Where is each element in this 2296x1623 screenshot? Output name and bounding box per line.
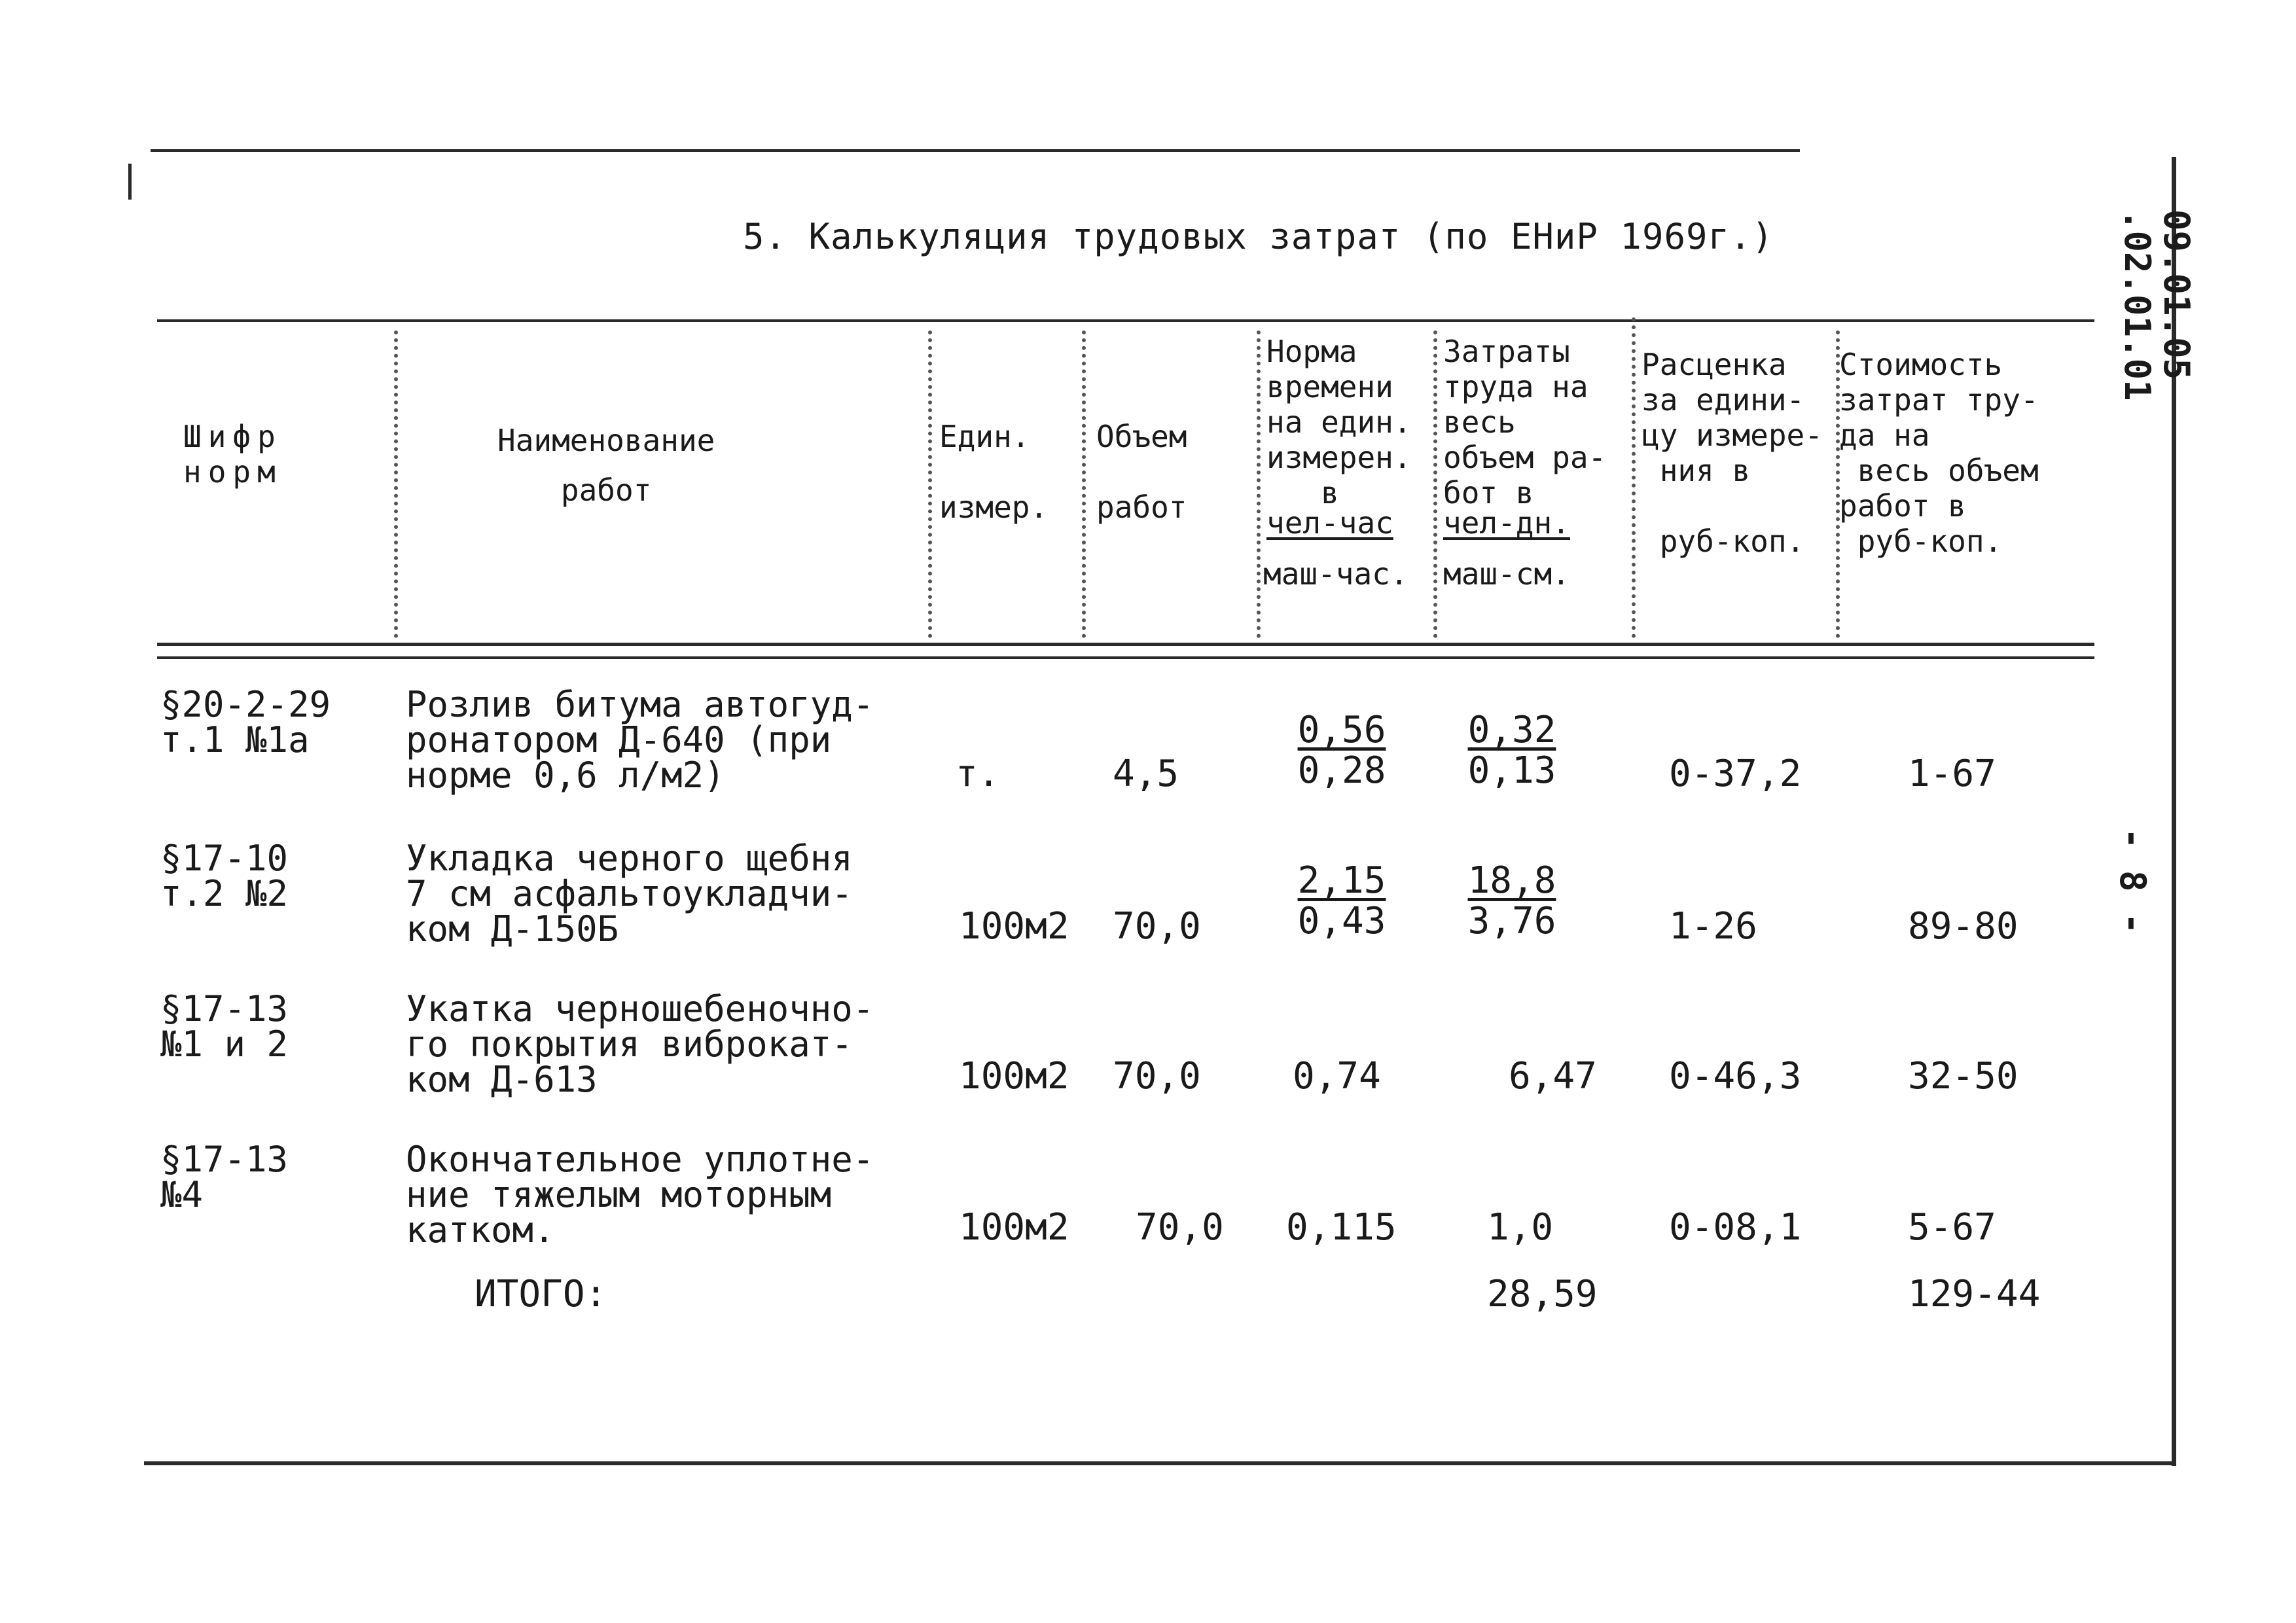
column-separator xyxy=(928,330,932,638)
row-3-labor: 6,47 xyxy=(1509,1055,1597,1097)
row-2-rate: 1-26 xyxy=(1669,905,1757,948)
header-labor: Затраты труда на весь объем ра- бот в xyxy=(1443,334,1607,510)
row-4-rate: 0-08,1 xyxy=(1669,1206,1802,1249)
header-rate: Расценка за едини- цу измере- ния в руб-коп. xyxy=(1641,347,1823,559)
row-1-norm-man-hours: 0,56 xyxy=(1297,709,1386,751)
column-separator xyxy=(1082,330,1086,638)
header-labor-man-days: чел-дн. xyxy=(1443,505,1570,541)
row-3-volume: 70,0 xyxy=(1113,1055,1201,1097)
header-norm: Норма времени на един. измерен. в xyxy=(1266,334,1412,510)
row-4-norm: 0,115 xyxy=(1286,1206,1397,1249)
left-border-line xyxy=(128,164,132,200)
row-4-code: §17-13 №4 xyxy=(160,1139,289,1215)
row-4-cost: 5-67 xyxy=(1908,1206,1996,1249)
row-1-labor-machine-shifts: 0,13 xyxy=(1467,749,1556,792)
row-1-labor-man-days: 0,32 xyxy=(1467,709,1556,751)
row-1-rate: 0-37,2 xyxy=(1669,753,1802,795)
row-4-labor: 1,0 xyxy=(1487,1206,1554,1249)
column-separator xyxy=(1257,330,1261,638)
row-2-code: §17-10 т.2 №2 xyxy=(160,838,289,914)
row-2-unit: 100м2 xyxy=(959,905,1069,948)
row-2-labor-machine-shifts: 3,76 xyxy=(1467,900,1556,942)
row-4-unit: 100м2 xyxy=(959,1206,1069,1249)
row-2-cost: 89-80 xyxy=(1908,905,2018,948)
side-document-code: 09.01.05 .02.01.01 xyxy=(2117,209,2197,401)
row-2-name: Укладка черного щебня 7 см асфальтоукладчи- ком Д-150Б xyxy=(406,838,853,950)
table-header-bottom-line-1 xyxy=(157,643,2094,646)
row-1-unit: т. xyxy=(956,753,1000,795)
row-2-volume: 70,0 xyxy=(1113,905,1201,948)
table-header-top-line xyxy=(157,319,2094,322)
header-cost: Стоимость затрат тру- да на весь объем работ в руб-коп. xyxy=(1839,347,2039,559)
row-4-name: Окончательное уплотне- ние тяжелым моторным катком. xyxy=(406,1139,874,1251)
total-labor: 28,59 xyxy=(1487,1273,1598,1315)
row-3-rate: 0-46,3 xyxy=(1669,1055,1802,1097)
header-unit: Един. измер. xyxy=(939,419,1049,525)
row-4-volume: 70,0 xyxy=(1136,1206,1224,1249)
header-volume: Объем работ xyxy=(1096,419,1187,525)
header-norm-machine-hours: маш-час. xyxy=(1263,556,1408,592)
row-3-cost: 32-50 xyxy=(1908,1055,2018,1097)
table-header-bottom-line-2 xyxy=(157,656,2094,659)
header-labor-machine-shifts: маш-см. xyxy=(1443,556,1570,592)
row-3-unit: 100м2 xyxy=(959,1055,1069,1097)
column-separator xyxy=(1433,330,1437,638)
row-1-volume: 4,5 xyxy=(1113,753,1179,795)
total-cost: 129-44 xyxy=(1908,1273,2041,1315)
row-3-norm: 0,74 xyxy=(1293,1055,1381,1097)
bottom-border-line xyxy=(144,1461,2176,1465)
row-1-labor xyxy=(1414,710,1610,791)
row-2-norm-man-hours: 2,15 xyxy=(1297,859,1386,902)
page-number: - 8 - xyxy=(2112,828,2153,935)
row-2-labor xyxy=(1414,861,1610,942)
column-separator xyxy=(1632,317,1636,638)
header-name: Наименование работ xyxy=(497,423,715,508)
row-1-norm xyxy=(1244,710,1440,791)
column-separator xyxy=(394,330,398,638)
top-border-line xyxy=(151,149,1800,152)
row-2-labor-man-days: 18,8 xyxy=(1467,859,1556,902)
row-1-name: Розлив битума автогуд- ронатором Д-640 (при норме 0,6 л/м2) xyxy=(406,684,874,796)
row-1-cost: 1-67 xyxy=(1908,753,1996,795)
header-norm-man-hours: чел-час xyxy=(1266,505,1393,541)
page-title: 5. Калькуляция трудовых затрат (по ЕНиР 1969г.) xyxy=(743,216,1774,257)
total-label: ИТОГО: xyxy=(475,1273,607,1315)
header-code: Шифр норм xyxy=(183,419,282,490)
row-3-name: Укатка черношебеночно- го покрытия виброкат- ком Д-613 xyxy=(406,988,874,1100)
row-3-code: §17-13 №1 и 2 xyxy=(160,988,289,1065)
row-2-norm-machine-hours: 0,43 xyxy=(1297,900,1386,942)
row-1-code: §20-2-29 т.1 №1а xyxy=(160,684,331,760)
row-2-norm xyxy=(1244,861,1440,942)
row-1-norm-machine-hours: 0,28 xyxy=(1297,749,1386,792)
